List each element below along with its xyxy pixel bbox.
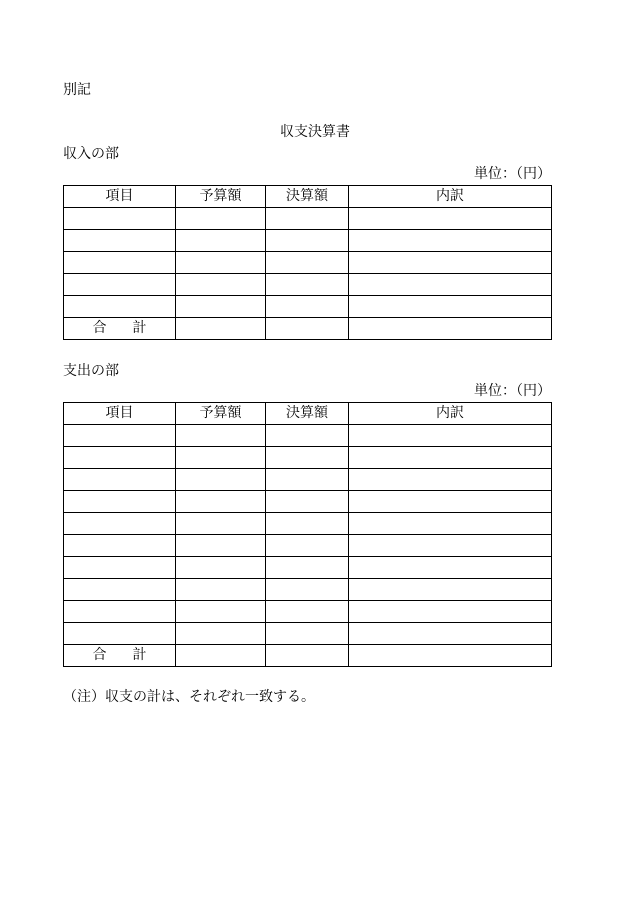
table-cell[interactable] — [266, 252, 349, 274]
table-cell[interactable] — [266, 469, 349, 491]
table-cell[interactable] — [64, 230, 176, 252]
table-cell[interactable] — [176, 469, 266, 491]
table-row — [64, 491, 552, 513]
total-label-part-2: 計 — [132, 647, 147, 663]
total-label — [64, 318, 176, 340]
table-cell[interactable] — [266, 491, 349, 513]
column-header-settlement: 決算額 — [266, 186, 349, 208]
table-row — [64, 579, 552, 601]
table-cell[interactable] — [349, 557, 552, 579]
table-cell[interactable] — [64, 557, 176, 579]
table-cell[interactable] — [176, 535, 266, 557]
table-cell[interactable] — [349, 230, 552, 252]
table-cell[interactable] — [266, 601, 349, 623]
table-cell[interactable] — [176, 623, 266, 645]
table-row — [64, 252, 552, 274]
table-cell[interactable] — [266, 208, 349, 230]
income-table — [63, 185, 552, 340]
table-cell[interactable] — [266, 535, 349, 557]
total-label-part-2: 計 — [132, 320, 147, 336]
table-row — [64, 274, 552, 296]
table-cell[interactable] — [64, 601, 176, 623]
table-cell[interactable] — [349, 469, 552, 491]
table-cell[interactable] — [64, 274, 176, 296]
table-cell[interactable] — [176, 296, 266, 318]
table-cell[interactable] — [266, 296, 349, 318]
table-row — [64, 296, 552, 318]
table-cell[interactable] — [349, 645, 552, 667]
table-cell[interactable] — [349, 579, 552, 601]
table-cell[interactable] — [266, 623, 349, 645]
income-header-row — [64, 186, 552, 208]
table-cell[interactable] — [349, 208, 552, 230]
table-cell[interactable] — [266, 557, 349, 579]
table-cell[interactable] — [349, 447, 552, 469]
column-header-settlement: 決算額 — [266, 403, 349, 425]
table-cell[interactable] — [349, 296, 552, 318]
table-row — [64, 469, 552, 491]
table-cell[interactable] — [349, 274, 552, 296]
column-header-budget: 予算額 — [176, 403, 266, 425]
table-cell[interactable] — [64, 469, 176, 491]
table-cell[interactable] — [349, 318, 552, 340]
table-cell[interactable] — [176, 274, 266, 296]
column-header-breakdown: 内訳 — [349, 403, 552, 425]
table-cell[interactable] — [176, 447, 266, 469]
table-cell[interactable] — [266, 513, 349, 535]
column-header-breakdown: 内訳 — [349, 186, 552, 208]
table-cell[interactable] — [64, 491, 176, 513]
table-cell[interactable] — [64, 513, 176, 535]
expense-unit: 単位：（円） — [474, 383, 551, 399]
column-header-item: 項目 — [64, 186, 176, 208]
table-row — [64, 623, 552, 645]
table-row — [64, 208, 552, 230]
table-cell[interactable] — [176, 491, 266, 513]
table-cell[interactable] — [176, 208, 266, 230]
table-cell[interactable] — [64, 447, 176, 469]
expense-heading: 支出の部 — [63, 363, 119, 379]
table-cell[interactable] — [64, 252, 176, 274]
table-cell[interactable] — [176, 557, 266, 579]
table-cell[interactable] — [176, 601, 266, 623]
table-cell[interactable] — [266, 645, 349, 667]
income-unit: 単位：（円） — [474, 166, 551, 182]
expense-table — [63, 402, 552, 667]
document-title: 収支決算書 — [280, 124, 350, 140]
table-cell[interactable] — [349, 601, 552, 623]
table-row — [64, 601, 552, 623]
table-cell[interactable] — [266, 318, 349, 340]
table-cell[interactable] — [64, 623, 176, 645]
table-cell[interactable] — [349, 425, 552, 447]
total-label-part-1: 合 — [92, 320, 107, 336]
table-cell[interactable] — [64, 296, 176, 318]
total-label-part-1: 合 — [92, 647, 107, 663]
table-cell[interactable] — [64, 535, 176, 557]
table-cell[interactable] — [64, 425, 176, 447]
table-cell[interactable] — [266, 274, 349, 296]
table-cell[interactable] — [349, 535, 552, 557]
table-cell[interactable] — [266, 425, 349, 447]
table-row — [64, 425, 552, 447]
table-cell[interactable] — [176, 230, 266, 252]
table-cell[interactable] — [266, 447, 349, 469]
table-cell[interactable] — [349, 513, 552, 535]
attachment-label: 別記 — [63, 82, 91, 98]
table-cell[interactable] — [349, 252, 552, 274]
table-row — [64, 535, 552, 557]
table-cell[interactable] — [176, 252, 266, 274]
table-cell[interactable] — [349, 491, 552, 513]
table-cell[interactable] — [266, 230, 349, 252]
table-row — [64, 557, 552, 579]
income-heading: 収入の部 — [63, 146, 119, 162]
table-cell[interactable] — [349, 623, 552, 645]
column-header-item: 項目 — [64, 403, 176, 425]
table-row — [64, 230, 552, 252]
table-cell[interactable] — [64, 579, 176, 601]
table-cell[interactable] — [176, 645, 266, 667]
table-row — [64, 513, 552, 535]
income-total-row — [64, 318, 552, 340]
column-header-budget: 予算額 — [176, 186, 266, 208]
footnote: （注）収支の計は、それぞれ一致する。 — [63, 689, 315, 705]
table-row — [64, 447, 552, 469]
total-label — [64, 645, 176, 667]
table-cell[interactable] — [266, 579, 349, 601]
expense-total-row — [64, 645, 552, 667]
table-cell[interactable] — [176, 513, 266, 535]
table-cell[interactable] — [64, 208, 176, 230]
table-cell[interactable] — [176, 579, 266, 601]
table-cell[interactable] — [176, 318, 266, 340]
expense-header-row — [64, 403, 552, 425]
table-cell[interactable] — [176, 425, 266, 447]
